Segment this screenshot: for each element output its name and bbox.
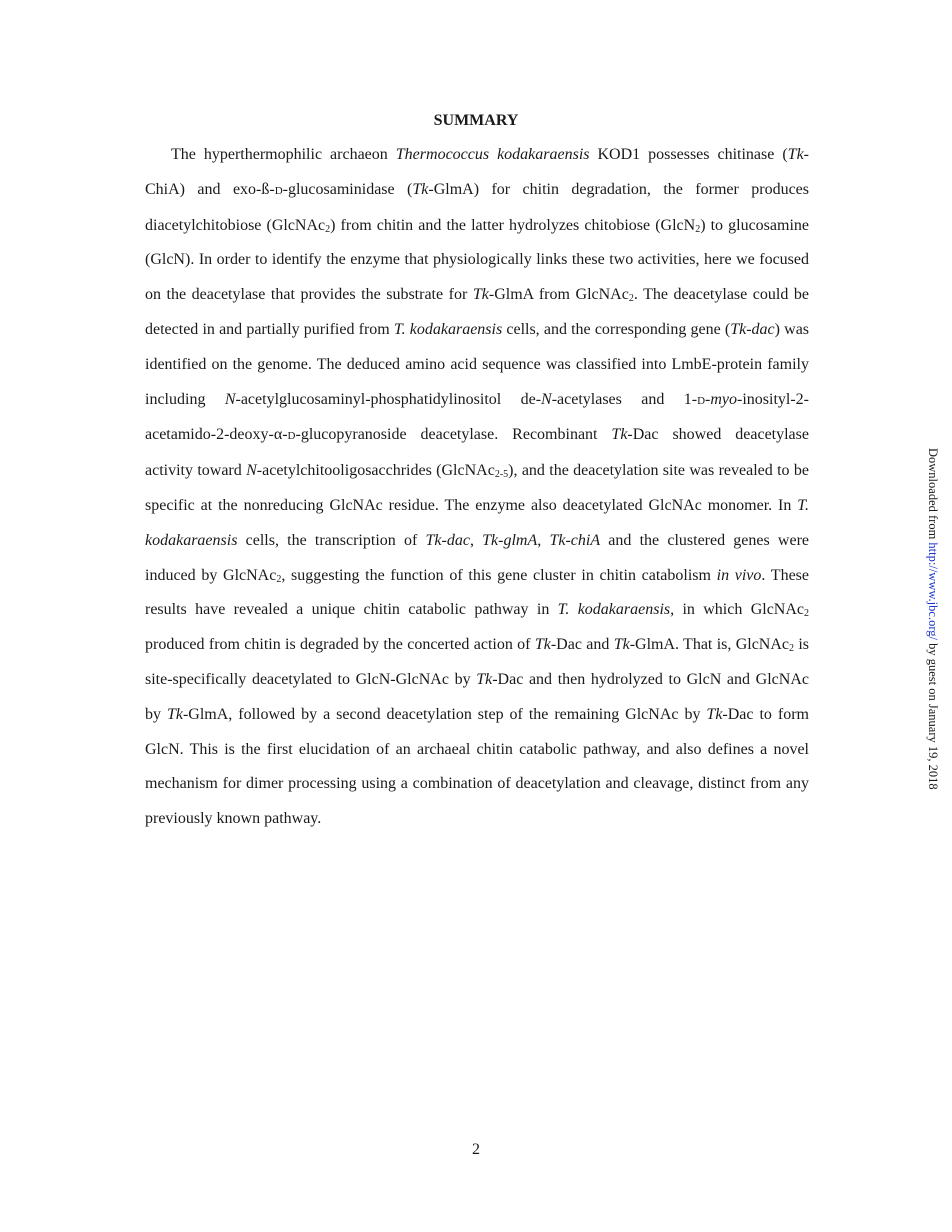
text-run: -ChiA) and exo-ß- — [145, 146, 809, 198]
italic-run: N — [246, 462, 257, 480]
subscript: 2 — [628, 293, 634, 305]
text-run: . These results have revealed a unique chitin catabolic pathway in — [145, 566, 810, 619]
text-run: -acetylases and 1- — [551, 390, 698, 408]
text-run: -GlmA, followed by a second deacetylation step of the remaining GlcNAc by — [182, 705, 707, 723]
species-name: T. kodakaraensis — [145, 496, 809, 549]
text-run: . The deacetylase could be detected in and partially purified from — [145, 286, 809, 338]
text-run: ) to glucosamine (GlcN). In order to identify the enzyme that physiologically links these two activities, here we focused on the deacetylase that provides the substrate for — [145, 216, 810, 304]
text-run: KOD1 possesses chitinase ( — [589, 146, 788, 163]
italic-run: Tk — [611, 426, 628, 444]
text-run: cells, the transcription of — [237, 531, 426, 549]
small-caps-d: D — [274, 184, 283, 197]
subscript: 2-5 — [494, 469, 509, 481]
summary-paragraph — [145, 138, 809, 837]
text-run: -Dac showed deacetylase activity toward — [145, 426, 809, 480]
journal-link[interactable]: http://www.jbc.org/ — [926, 542, 940, 640]
species-name: Thermococcus kodakaraensis — [395, 146, 590, 163]
small-caps-d: D — [287, 430, 296, 443]
subscript: 2 — [695, 223, 701, 235]
italic-run: Tk — [613, 636, 630, 654]
text-run: The hyperthermophilic archaeon — [171, 146, 396, 163]
text-run: produced from chitin is degraded by the concerted action of — [145, 636, 535, 654]
text-run: ) from chitin and the latter hydrolyzes chitobiose (GlcN — [330, 216, 696, 234]
text-run: - — [705, 390, 711, 408]
text-run: -glucosaminidase ( — [282, 180, 413, 198]
text-run: , suggesting the function of this gene cluster in chitin catabolism — [281, 566, 717, 584]
italic-run: N — [224, 390, 236, 408]
italic-run: Tk — [787, 146, 804, 163]
text-run: -GlmA from GlcNAc — [488, 286, 629, 304]
text-run: ) was identified on the genome. The deduced amino acid sequence was classified into LmbE-protein family including — [145, 320, 810, 408]
text-run: -GlmA. That is, GlcNAc — [629, 636, 790, 654]
text-run: -glucopyranoside deacetylase. Recombinant — [295, 426, 612, 444]
text-run: -Dac and then hydrolyzed to GlcN and GlcNAc by — [145, 670, 809, 723]
download-sidebar — [924, 448, 942, 790]
text-run: cells, and the corresponding gene ( — [502, 320, 731, 338]
text-run: ), and the deacetylation site was revealed to be specific at the nonreducing GlcNAc residue. The enzyme also deacetylated GlcNAc monomer. In — [145, 462, 809, 514]
subscript: 2 — [789, 643, 795, 655]
subscript: 2 — [276, 573, 282, 585]
text-run: -acetylchitooligosacchrides (GlcNAc — [256, 462, 495, 480]
italic-run: Tk — [166, 705, 183, 723]
text-run: -Dac to form GlcN. This is the first elucidation of an archaeal chitin catabolic pathway, and also defines a novel mechanism for dimer processing using a combination of deacetylation and cleavage, distinct from any previously known pathway. — [145, 705, 809, 828]
italic-run: Tk — [472, 286, 489, 304]
text-run: is site-specifically deacetylated to GlcN-GlcNAc by — [145, 636, 810, 688]
small-caps-d: D — [697, 394, 706, 407]
text-run: -Dac and — [550, 636, 614, 654]
text-run: , — [469, 531, 483, 549]
italic-run: myo — [710, 390, 737, 408]
italic-run: Tk — [534, 636, 551, 654]
italic-run: Tk — [412, 180, 429, 198]
gene-name: Tk-dac — [425, 531, 470, 549]
text-run: , — [537, 531, 550, 549]
italic-run: Tk — [706, 705, 723, 723]
italic-run: Tk — [476, 670, 493, 688]
species-name: T. kodakaraensis — [393, 320, 503, 338]
italic-run: N — [541, 390, 552, 408]
italic-run: in vivo — [716, 566, 762, 584]
text-run: -inosityl-2-acetamido-2-deoxy-α- — [145, 390, 809, 444]
species-name: T. kodakaraensis, — [557, 601, 675, 619]
sidebar-prefix: Downloaded from — [926, 448, 940, 543]
gene-name: Tk-glmA — [482, 531, 538, 549]
text-run: and the clustered genes were induced by GlcNAc — [145, 531, 810, 584]
text-run: in which GlcNAc — [674, 601, 805, 619]
subscript: 2 — [804, 608, 810, 620]
text-run: -acetylglucosaminyl-phosphatidylinositol de- — [235, 390, 542, 408]
sidebar-suffix: by guest on January 19, 2018 — [926, 640, 940, 790]
text-run: -GlmA) for chitin degradation, the former produces diacetylchitobiose (GlcNAc — [145, 180, 810, 234]
gene-name: Tk-chiA — [549, 531, 601, 549]
section-heading: SUMMARY — [433, 112, 519, 129]
page-number: 2 — [472, 1141, 480, 1158]
gene-name: Tk-dac — [730, 320, 775, 338]
subscript: 2 — [325, 223, 331, 235]
